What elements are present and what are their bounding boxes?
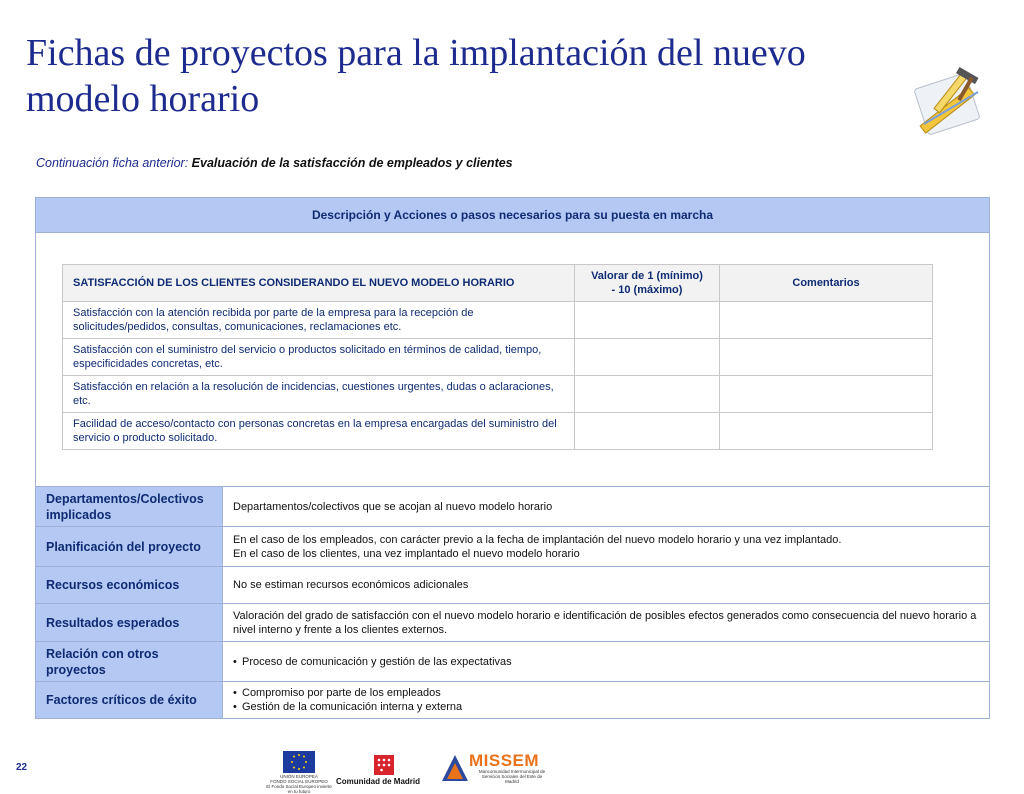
factores-bullet: • Gestión de la comunicación interna y externa (233, 700, 979, 714)
eu-caption-line2: FONDO SOCIAL EUROPEO (270, 779, 328, 784)
score-header (575, 265, 720, 302)
planificacion-value (223, 527, 990, 567)
table-row (63, 413, 933, 450)
score-cell[interactable] (575, 302, 720, 339)
detail-row-recursos (36, 567, 990, 604)
criterion-cell: Satisfacción con el suministro del servicio o productos solicitado en términos de calidad, tiempo, especificidades concretas, etc. (63, 339, 575, 376)
comment-cell[interactable] (720, 413, 933, 450)
departamentos-label: Departamentos/Colectivos implicados (36, 487, 223, 527)
client-satisfaction-table (62, 264, 933, 450)
eu-caption-line3: El Fondo Social Europeo invierte en tu futuro (266, 784, 332, 794)
comment-cell[interactable] (720, 376, 933, 413)
madrid-flag-icon (374, 755, 394, 775)
missem-logo-icon (440, 753, 470, 783)
score-header-line2: - 10 (máximo) (611, 284, 683, 296)
eu-caption (266, 774, 332, 794)
table-header-row (63, 265, 933, 302)
detail-row-resultados (36, 604, 990, 642)
subtitle (36, 156, 513, 170)
criterion-cell: Satisfacción en relación a la resolución de incidencias, cuestiones urgentes, dudas o aclaraciones, etc. (63, 376, 575, 413)
departamentos-value: Departamentos/colectivos que se acojan al nuevo modelo horario (223, 487, 990, 527)
eu-caption-line1: UNIÓN EUROPEA (280, 774, 318, 779)
comment-cell[interactable] (720, 302, 933, 339)
detail-row-departamentos (36, 487, 990, 527)
description-header: Descripción y Acciones o pasos necesarios para su puesta en marcha (36, 198, 989, 233)
planificacion-line1: En el caso de los empleados, con carácter previo a la fecha de implantación del nuevo modelo horario y una vez implantado. (233, 533, 842, 546)
page-title: Fichas de proyectos para la implantación del nuevo modelo horario (26, 32, 806, 120)
planificacion-label: Planificación del proyecto (36, 527, 223, 567)
page-number: 22 (16, 762, 28, 773)
recursos-value: No se estiman recursos económicos adicionales (223, 567, 990, 604)
comment-cell[interactable] (720, 339, 933, 376)
detail-row-factores (36, 682, 990, 719)
subtitle-prefix: Continuación ficha anterior: (36, 156, 189, 170)
tools-icon (912, 66, 992, 138)
relacion-label: Relación con otros proyectos (36, 642, 223, 682)
missem-name: MISSEM (469, 751, 540, 770)
recursos-label: Recursos económicos (36, 567, 223, 604)
criterion-cell: Satisfacción con la atención recibida por parte de la empresa para la recepción de solicitudes/pedidos, consultas, comunicaciones, reclamaciones etc. (63, 302, 575, 339)
missem-caption: Mancomunidad Intermunicipal de Servicios Sociales del Este de Madrid (478, 769, 546, 784)
detail-row-relacion (36, 642, 990, 682)
factores-label: Factores críticos de éxito (36, 682, 223, 719)
subtitle-project: Evaluación de la satisfacción de empleados y clientes (191, 156, 513, 170)
planificacion-line2: En el caso de los clientes, una vez implantado el nuevo modelo horario (233, 547, 580, 560)
factores-bullet: • Compromiso por parte de los empleados (233, 686, 979, 700)
project-details (35, 486, 990, 719)
detail-row-planificacion (36, 527, 990, 567)
table-row (63, 339, 933, 376)
resultados-label: Resultados esperados (36, 604, 223, 642)
score-header-line1: Valorar de 1 (mínimo) (591, 270, 703, 282)
score-cell[interactable] (575, 376, 720, 413)
criterion-cell: Facilidad de acceso/contacto con personas concretas en la empresa encargadas del suministro del servicio o producto solicitado. (63, 413, 575, 450)
criterion-header: SATISFACCIÓN DE LOS CLIENTES CONSIDERANDO EL NUEVO MODELO HORARIO (63, 265, 575, 302)
table-row (63, 302, 933, 339)
relacion-value (223, 642, 990, 682)
table-row (63, 376, 933, 413)
comments-header: Comentarios (720, 265, 933, 302)
factores-value (223, 682, 990, 719)
resultados-value: Valoración del grado de satisfacción con el nuevo modelo horario e identificación de posibles efectos generados como consecuencia del nuevo horario a nivel interno y frente a los clientes externos. (223, 604, 990, 642)
relacion-bullet: • Proceso de comunicación y gestión de las expectativas (233, 655, 979, 669)
score-cell[interactable] (575, 413, 720, 450)
madrid-name: Comunidad de Madrid (336, 777, 420, 786)
eu-flag-icon (283, 751, 315, 773)
score-cell[interactable] (575, 339, 720, 376)
